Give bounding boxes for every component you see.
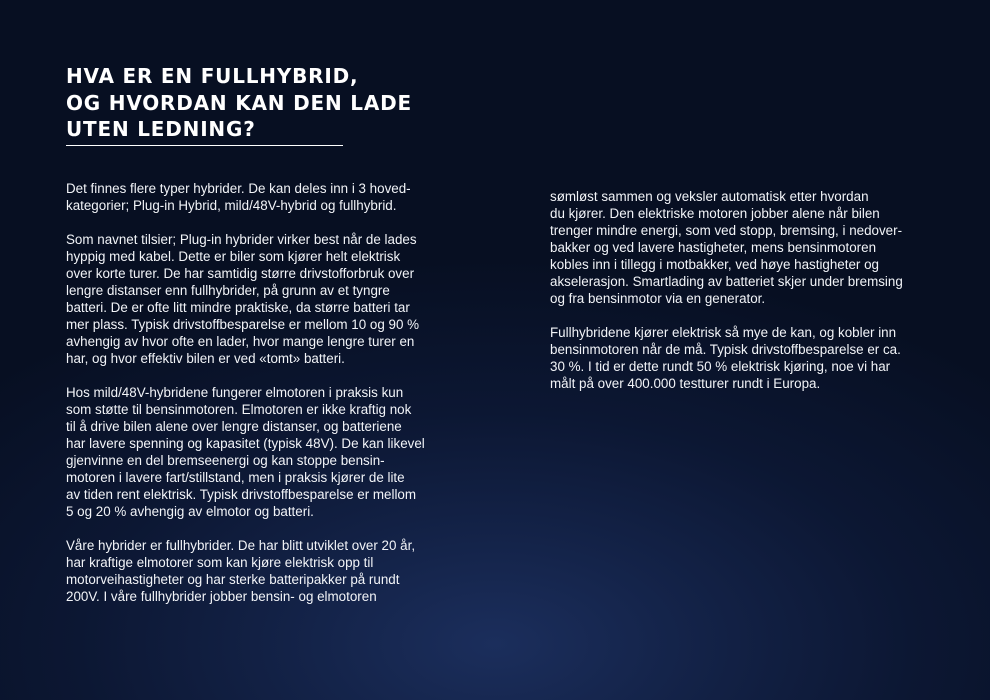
right-text-column <box>550 188 940 409</box>
paragraph-full-hybrid-savings: Fullhybridene kjører elektrisk så mye de kan, og kobler inn bensinmotoren når de må. Typisk drivstoffbesparelse er ca. 30 %. I tid er dette rundt 50 % elektrisk kjøring, noe vi har målt på over 400.000 testturer rundt i Europa. <box>550 325 901 391</box>
paragraph-mild-hybrid: Hos mild/48V-hybridene fungerer elmotoren i praksis kun som støtte til bensinmotoren. Elmotoren er ikke kraftig nok til å drive bilen alene over lengre distanser, og batteriene har lavere spenning og kapasitet (typisk 48V). De kan likevel gjenvinne en del bremseenergi og kan stoppe bensin- motoren i lavere fart/stillstand, men i praksis kjører de lite av tiden rent elektrisk. Typisk drivstoffbesparelse er mellom 5 og 20 % avhengig av elmotor og batteri. <box>66 385 425 519</box>
paragraph-plug-in-hybrid: Som navnet tilsier; Plug-in hybrider virker best når de lades hyppig med kabel. Dette er biler som kjører helt elektrisk over korte turer. De har samtidig større drivstofforbruk over lengre distanser enn fullhybrider, på grunn av et tyngre batteri. De er ofte litt mindre praktiske, da større batteri tar mer plass. Typisk drivstoffbesparelse er mellom 10 og 90 % avhengig av hvor ofte en lader, hvor mange lengre turer en har, og hvor effektiv bilen er ved «tomt» batteri. <box>66 232 420 366</box>
paragraph-full-hybrid-intro: Våre hybrider er fullhybrider. De har blitt utviklet over 20 år, har kraftige elmotorer som kan kjøre elektrisk opp til motorveihastigheter og har sterke batteripakker på rundt 200V. I våre fullhybrider jobber bensin- og elmotoren <box>66 538 416 604</box>
paragraph-hybrid-types: Det finnes flere typer hybrider. De kan deles inn i 3 hoved- kategorier; Plug-in Hybrid, mild/48V-hybrid og fullhybrid. <box>66 181 411 213</box>
left-text-column <box>66 180 456 622</box>
heading-underline <box>66 145 343 146</box>
paragraph-full-hybrid-continued: sømløst sammen og veksler automatisk etter hvordan du kjører. Den elektriske motoren jobber alene når bilen trenger mindre energi, som ved stopp, bremsing, i nedover- bakker og ved lavere hastigheter, mens bensinmotoren kobles inn i tillegg i motbakker, ved høye hastigheter og akselerasjon. Smartlading av batteriet skjer under bremsing og fra bensinmotor via en generator. <box>550 189 903 306</box>
page-heading: HVA ER EN FULLHYBRID, OG HVORDAN KAN DEN LADE UTEN LEDNING? <box>66 64 412 141</box>
